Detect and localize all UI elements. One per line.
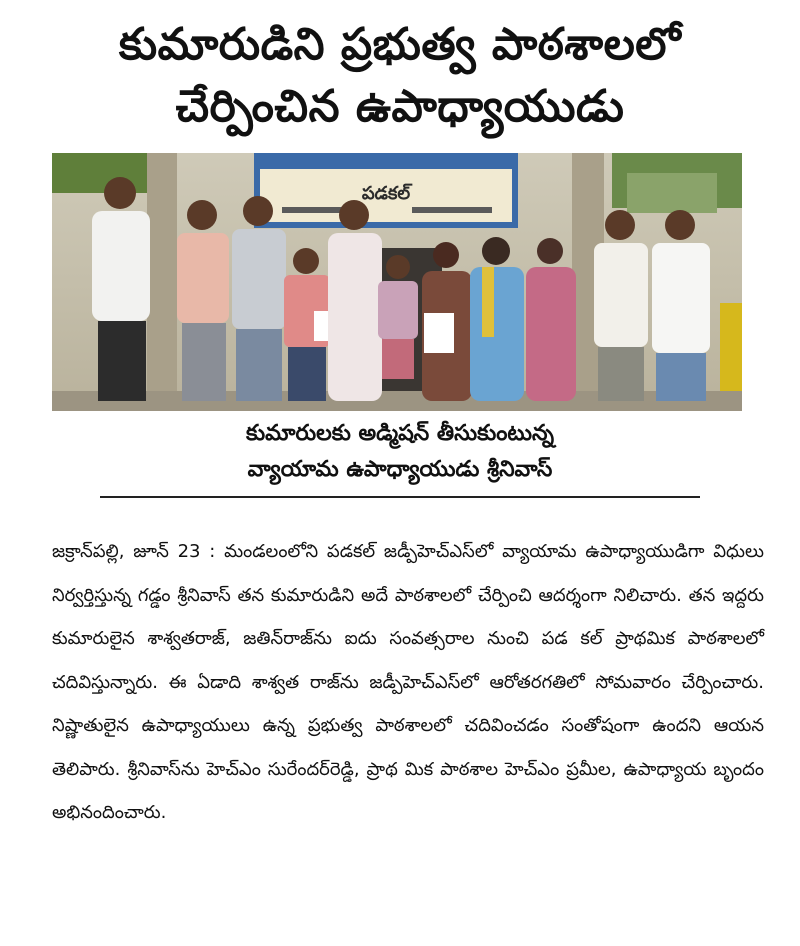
article-body xyxy=(52,530,764,835)
headline-line-1: కుమారుడిని ప్రభుత్వ పాఠశాలలో xyxy=(118,19,682,70)
sign-board-text: పడకల్ xyxy=(361,183,411,204)
caption-line-2: వ్యాయామ ఉపాధ్యాయుడు శ్రీనివాస్ xyxy=(247,457,553,482)
photo-caption xyxy=(100,416,700,498)
headline xyxy=(0,14,800,138)
news-photo xyxy=(52,153,742,411)
headline-line-2: చేర్పించిన ఉపాధ్యాయుడు xyxy=(175,81,625,132)
caption-line-1: కుమారులకు అడ్మిషన్ తీసుకుంటున్న xyxy=(246,421,554,446)
group-photo-illustration xyxy=(52,153,742,411)
article-paragraph: జక్రాన్‌పల్లి, జూన్ 23 : మండలంలోని పడకల్ జడ్పీహెచ్‌ఎస్‌లో వ్యాయామ ఉపాధ్యాయుడిగా విధులు నిర్వర్తిస్తున్న గడ్డం శ్రీనివాస్ తన కుమారుడిని అదే పాఠశాలలో చేర్పించి ఆదర్శంగా నిలిచారు. తన ఇద్దరు కుమారులైన శాశ్వతరాజ్, జతిన్‌రాజ్‌ను ఐదు సంవత్సరాల నుంచి పడ కల్ ప్రాథమిక పాఠశాలలో చదివిస్తున్నారు. ఈ ఏడాది శాశ్వత రాజ్‌ను జడ్పీహెచ్‌ఎస్‌లో ఆరోతరగతిలో సోమవారం చేర్పించారు. నిష్ణాతులైన ఉపాధ్యాయులు ఉన్న ప్రభుత్వ పాఠశాలలో చదివించడం సంతోషంగా ఉందని ఆయన తెలిపారు. శ్రీనివాస్‌ను హెచ్‌ఎం సురేందర్‌రెడ్డి, ప్రాథ మిక పాఠశాల హెచ్‌ఎం ప్రమీల, ఉపాధ్యాయ బృందం అభినందించారు. xyxy=(52,541,764,823)
